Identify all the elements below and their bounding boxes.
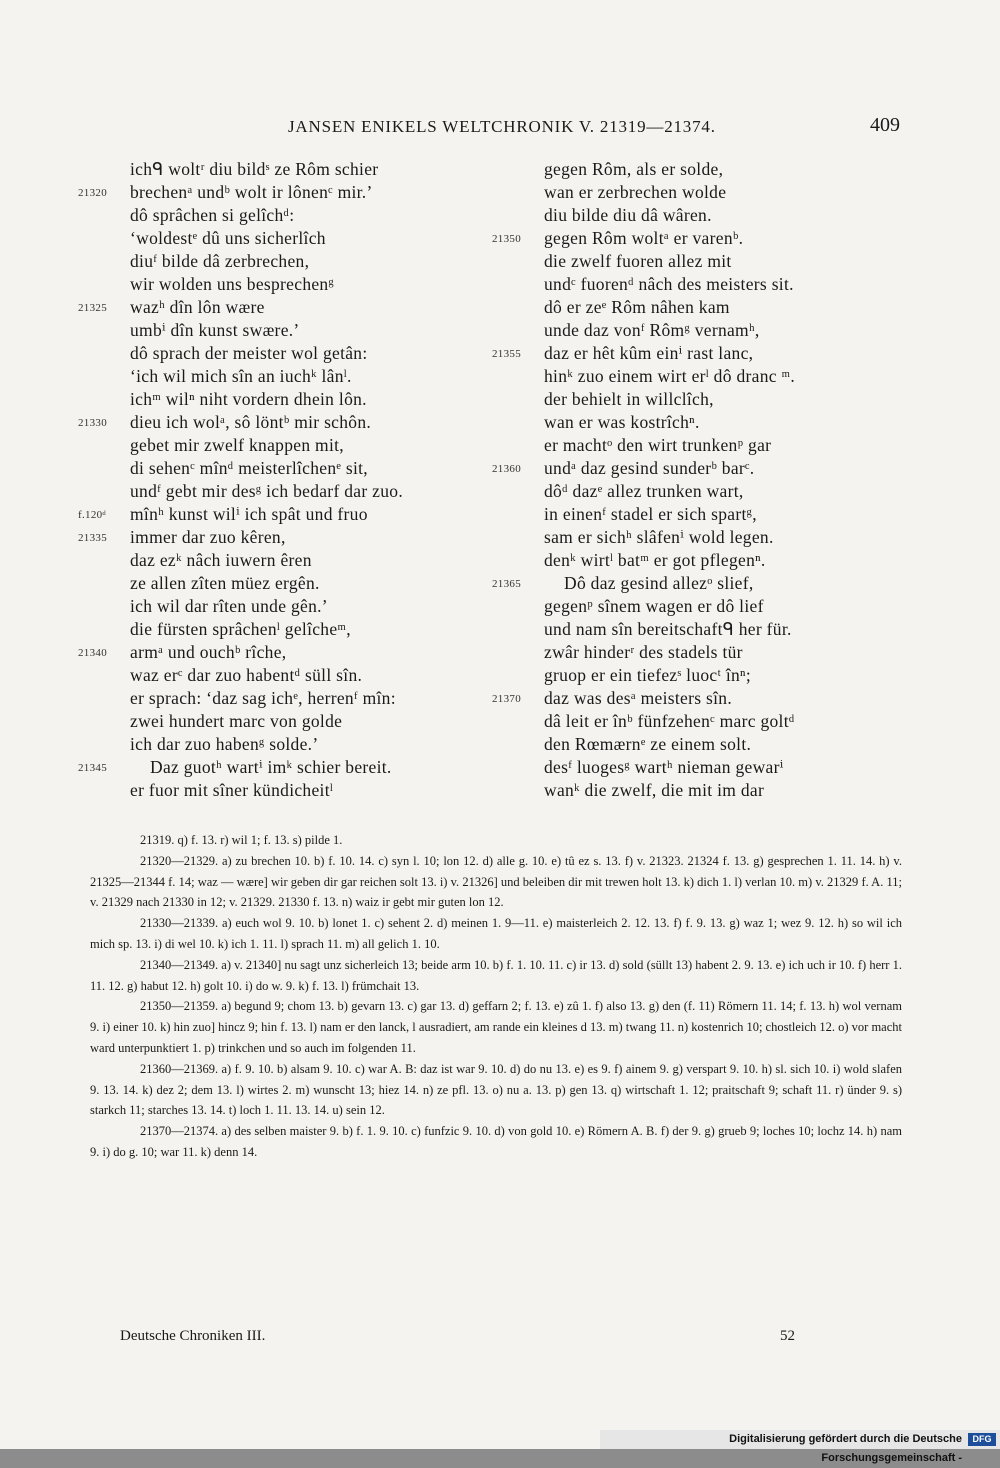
verse-line bbox=[78, 227, 498, 250]
verse-line bbox=[78, 687, 498, 710]
critical-apparatus bbox=[90, 830, 902, 1163]
verse-text: unde daz vonᶠ Rômᵍ vernamʰ, bbox=[544, 320, 760, 340]
line-number: 21370 bbox=[492, 693, 521, 705]
verse-text: Daz guotʰ wartⁱ imᵏ schier bereit. bbox=[150, 757, 392, 777]
page-number: 409 bbox=[870, 114, 900, 136]
verse-line bbox=[492, 549, 912, 572]
verse-line bbox=[492, 457, 912, 480]
verse-line bbox=[78, 158, 498, 181]
verse-text: denᵏ wirtˡ batᵐ er got pflegenⁿ. bbox=[544, 550, 766, 570]
verse-line bbox=[492, 641, 912, 664]
verse-text: er machtᵒ den wirt trunkenᵖ gar bbox=[544, 435, 772, 455]
line-number: 21360 bbox=[492, 463, 521, 475]
verse-line bbox=[78, 572, 498, 595]
verse-text: wan er zerbrechen wolde bbox=[544, 182, 727, 202]
verse-column-right bbox=[492, 158, 912, 802]
running-title: JANSEN ENIKELS WELTCHRONIK V. 21319—21374. bbox=[288, 117, 716, 136]
verse-text: wan er was kostrîchⁿ. bbox=[544, 412, 700, 432]
verse-line bbox=[492, 526, 912, 549]
verse-line bbox=[78, 434, 498, 457]
verse-text: ichᑫ woltʳ diu bildˢ ze Rôm schier bbox=[130, 159, 379, 179]
verse-line bbox=[492, 158, 912, 181]
verse-text: gebet mir zwelf knappen mit, bbox=[130, 435, 344, 455]
line-number: 21320 bbox=[78, 187, 107, 199]
verse-line bbox=[492, 227, 912, 250]
apparatus-note: 21340—21349. a) v. 21340] nu sagt unz sicherleich 13; beide arm 10. b) f. 1. 10. 11. c) ir 13. d) sold (süllt 13) habent 2. 9. 13. e) ich uch ir 10. f) herr 1. 11. 12. g) habut 12. h) golt 10. i) do w. 9. k) f. 13. l) frümchait 13. bbox=[90, 957, 902, 993]
line-number: 21335 bbox=[78, 532, 107, 544]
verse-text: undᶠ gebt mir desᵍ ich bedarf dar zuo. bbox=[130, 481, 404, 501]
verse-line bbox=[492, 572, 912, 595]
verse-text: zwâr hinderʳ des stadels tür bbox=[544, 642, 743, 662]
verse-line bbox=[78, 756, 498, 779]
line-number: 21325 bbox=[78, 302, 107, 314]
apparatus-note: 21360—21369. a) f. 9. 10. b) alsam 9. 10. c) war A. B: daz ist war 9. 10. d) do nu 13. e) es 9. f) ainem 9. g) verspart 9. 10. h) sl. sich 10. i) wold slafen 9. 13. 14. k) dez 2; dem 13. l) wirtes 2. m) wunscht 13; hiez 14. n) ze pfl. 13. o) nu a. 13. p) gen 13. q) wirtschaft 1. 12; praitschaft 9; schaft 11. r) ünder 9. s) starkch 11; starches 13. 14. t) loch 1. 11. 13. 14. u) sein 12. bbox=[90, 1061, 902, 1118]
verse-line bbox=[492, 756, 912, 779]
verse-line bbox=[492, 411, 912, 434]
sheet-signature: 52 bbox=[780, 1328, 795, 1344]
verse-text: der behielt in willclîch, bbox=[544, 389, 714, 409]
verse-line bbox=[78, 388, 498, 411]
verse-text: ich wil dar rîten unde gên.’ bbox=[130, 596, 328, 616]
dfg-logo-icon: DFG bbox=[968, 1433, 996, 1446]
verse-text: dô er zeᵉ Rôm nâhen kam bbox=[544, 297, 730, 317]
verse-line bbox=[492, 503, 912, 526]
line-number: 21340 bbox=[78, 647, 107, 659]
verse-line bbox=[492, 365, 912, 388]
verse-text: dô sprâchen si gelîchᵈ: bbox=[130, 205, 295, 225]
verse-text: und nam sîn bereitschaftᑫ her für. bbox=[544, 619, 792, 639]
verse-line bbox=[492, 710, 912, 733]
verse-text: diu bilde diu dâ wâren. bbox=[544, 205, 712, 225]
verse-text: ichᵐ wilⁿ niht vordern dhein lôn. bbox=[130, 389, 367, 409]
apparatus-note: 21370—21374. a) des selben maister 9. b) f. 1. 9. 10. c) funfzic 9. 10. d) von gold 10. e) Römern A. B. f) der 9. g) grueb 9; loches 10; lochz 14. h) nam 9. i) do g. 10; war 11. k) denn 14. bbox=[90, 1124, 902, 1159]
verse-text: diuᶠ bilde dâ zerbrechen, bbox=[130, 251, 310, 271]
verse-text: ‘ich wil mich sîn an iuchᵏ lânˡ. bbox=[130, 366, 352, 386]
verse-text: undᶜ fuorenᵈ nâch des meisters sit. bbox=[544, 274, 794, 294]
verse-line bbox=[78, 319, 498, 342]
verse-text: waz erᶜ dar zuo habentᵈ süll sîn. bbox=[130, 665, 363, 685]
verse-line bbox=[492, 204, 912, 227]
verse-line bbox=[492, 319, 912, 342]
verse-text: daz ezᵏ nâch iuwern êren bbox=[130, 550, 312, 570]
verse-line bbox=[78, 273, 498, 296]
verse-text: armᵃ und ouchᵇ rîche, bbox=[130, 642, 287, 662]
verse-text: sam er sichʰ slâfenⁱ wold legen. bbox=[544, 527, 774, 547]
verse-line bbox=[78, 595, 498, 618]
verse-line bbox=[78, 181, 498, 204]
verse-line bbox=[492, 181, 912, 204]
verse-line bbox=[492, 779, 912, 802]
page-footer bbox=[0, 1328, 1000, 1352]
verse-text: die fürsten sprâchenˡ gelîcheᵐ, bbox=[130, 619, 351, 639]
verse-line bbox=[78, 457, 498, 480]
verse-line bbox=[78, 526, 498, 549]
verse-text: den Rœmærnᵉ ze einem solt. bbox=[544, 734, 752, 754]
verse-text: gegen Rôm, als er solde, bbox=[544, 159, 724, 179]
page-header bbox=[0, 114, 1000, 141]
verse-text: gegen Rôm woltᵃ er varenᵇ. bbox=[544, 228, 744, 248]
verse-line bbox=[78, 296, 498, 319]
verse-text: dâ leit er înᵇ fünfzehenᶜ marc goltᵈ bbox=[544, 711, 795, 731]
verse-line bbox=[492, 480, 912, 503]
verse-text: er sprach: ‘daz sag ichᵉ, herrenᶠ mîn: bbox=[130, 688, 396, 708]
verse-text: gruop er ein tiefezˢ luocᵗ înⁿ; bbox=[544, 665, 752, 685]
apparatus-note: 21319. q) f. 13. r) wil 1; f. 13. s) pilde 1. bbox=[140, 833, 343, 847]
verse-text: ich dar zuo habenᵍ solde.’ bbox=[130, 734, 319, 754]
verse-text: desᶠ luogesᵍ wartʰ nieman gewarⁱ bbox=[544, 757, 784, 777]
funding-banner bbox=[600, 1430, 1000, 1464]
verse-text: immer dar zuo kêren, bbox=[130, 527, 286, 547]
verse-line bbox=[492, 388, 912, 411]
verse-line bbox=[78, 664, 498, 687]
line-number: 21345 bbox=[78, 762, 107, 774]
verse-text: er fuor mit sîner kündicheitˡ bbox=[130, 780, 334, 800]
line-number: 21355 bbox=[492, 348, 521, 360]
verse-text: di sehenᶜ mînᵈ meisterlîchenᵉ sit, bbox=[130, 458, 368, 478]
verse-line bbox=[492, 273, 912, 296]
verse-text: dieu ich wolᵃ, sô löntᵇ mir schôn. bbox=[130, 412, 372, 432]
verse-line bbox=[78, 641, 498, 664]
verse-line bbox=[492, 434, 912, 457]
verse-text: wanᵏ die zwelf, die mit im dar bbox=[544, 780, 765, 800]
verse-line bbox=[78, 503, 498, 526]
verse-text: ‘woldestᵉ dû uns sicherlîch bbox=[130, 228, 326, 248]
verse-text: zwei hundert marc von golde bbox=[130, 711, 343, 731]
line-number: 21350 bbox=[492, 233, 521, 245]
verse-text: gegenᵖ sînem wagen er dô lief bbox=[544, 596, 764, 616]
verse-line bbox=[78, 710, 498, 733]
verse-column-left bbox=[78, 158, 498, 802]
verse-line bbox=[78, 365, 498, 388]
verse-text: hinᵏ zuo einem wirt erˡ dô dranc ᵐ. bbox=[544, 366, 796, 386]
volume-title: Deutsche Chroniken III. bbox=[120, 1328, 266, 1344]
verse-line bbox=[492, 595, 912, 618]
verse-line bbox=[78, 733, 498, 756]
apparatus-note: 21330—21339. a) euch wol 9. 10. b) lonet 1. c) sehent 2. d) meinen 1. 9—11. e) maisterleich 2. 12. 13. f) f. 9. 13. g) waz 1; wez 9. 12. h) so wil ich mich sp. 13. i) di wel 10. k) ich 1. 11. l) sprach 11. m) all gelich 1. 10. bbox=[90, 916, 902, 951]
verse-line bbox=[78, 480, 498, 503]
verse-line bbox=[78, 204, 498, 227]
verse-text: wazʰ dîn lôn wære bbox=[130, 297, 265, 317]
verse-text: wir wolden uns besprechenᵍ bbox=[130, 274, 335, 294]
verse-line bbox=[78, 618, 498, 641]
verse-line bbox=[492, 687, 912, 710]
verse-text: Dô daz gesind allezᵒ slief, bbox=[564, 573, 754, 593]
verse-text: undᵃ daz gesind sunderᵇ barᶜ. bbox=[544, 458, 755, 478]
verse-text: mînʰ kunst wilⁱ ich spât und fruo bbox=[130, 504, 368, 524]
verse-text: ze allen zîten müez ergên. bbox=[130, 573, 320, 593]
verse-line bbox=[78, 411, 498, 434]
verse-text: dô sprach der meister wol getân: bbox=[130, 343, 368, 363]
line-number: 21365 bbox=[492, 578, 521, 590]
verse-line bbox=[78, 549, 498, 572]
verse-text: daz was desᵃ meisters sîn. bbox=[544, 688, 733, 708]
verse-line bbox=[492, 250, 912, 273]
verse-line bbox=[492, 296, 912, 319]
verse-line bbox=[492, 664, 912, 687]
verse-line bbox=[492, 733, 912, 756]
verse-text: die zwelf fuoren allez mit bbox=[544, 251, 732, 271]
line-number: 21330 bbox=[78, 417, 107, 429]
verse-text: daz er hêt kûm einⁱ rast lanc, bbox=[544, 343, 754, 363]
verse-text: brechenᵃ undᵇ wolt ir lônenᶜ mir.’ bbox=[130, 182, 373, 202]
verse-line bbox=[78, 342, 498, 365]
apparatus-note: 21350—21359. a) begund 9; chom 13. b) gevarn 13. c) gar 13. d) geffarn 2; f. 13. e) zû 1. f) also 13. g) den (f. 11) Römern 11. 14; f. 13. h) wol vernam 9. i) einer 10. k) hin zuo] hincz 9; hin f. 13. l) nam er den lanck, l ausradiert, am rande ein kleines d 13. m) twang 11. n) kostenrich 10; chostleich 12. o) vor macht ward unterpunktiert 1. p) trinkchen und so auch im folgenden 11. bbox=[90, 999, 902, 1055]
verse-text: in einenᶠ stadel er sich spartᵍ, bbox=[544, 504, 757, 524]
verse-text: umbⁱ dîn kunst swære.’ bbox=[130, 320, 300, 340]
line-number: f.120ᵈ bbox=[78, 509, 107, 521]
verse-line bbox=[78, 779, 498, 802]
banner-text: Digitalisierung gefördert durch die Deutsche Forschungsgemeinschaft - bbox=[729, 1433, 962, 1464]
verse-line bbox=[492, 342, 912, 365]
verse-line bbox=[78, 250, 498, 273]
verse-line bbox=[492, 618, 912, 641]
apparatus-note: 21320—21329. a) zu brechen 10. b) f. 10. 14. c) syn l. 10; lon 12. d) alle g. 10. e) tû ez s. 13. f) v. 21323. 21324 f. 13. g) gesprechen 1. 11. 14. h) v. 21325—21344 f. 14; waz — wære] wir geben dir gar reichen solt 13. i) v. 21326] und beleiben dir mit trewen holt 13. k) dich 1. l) verlan 10. m) v. 21329 f. A. 11; v. 21329 nach 21330 in 12; v. 21329. 21330 f. 13. n) waiz ir gebt mir guten lon 12. bbox=[90, 853, 902, 910]
verse-text: dôᵈ dazᵉ allez trunken wart, bbox=[544, 481, 744, 501]
